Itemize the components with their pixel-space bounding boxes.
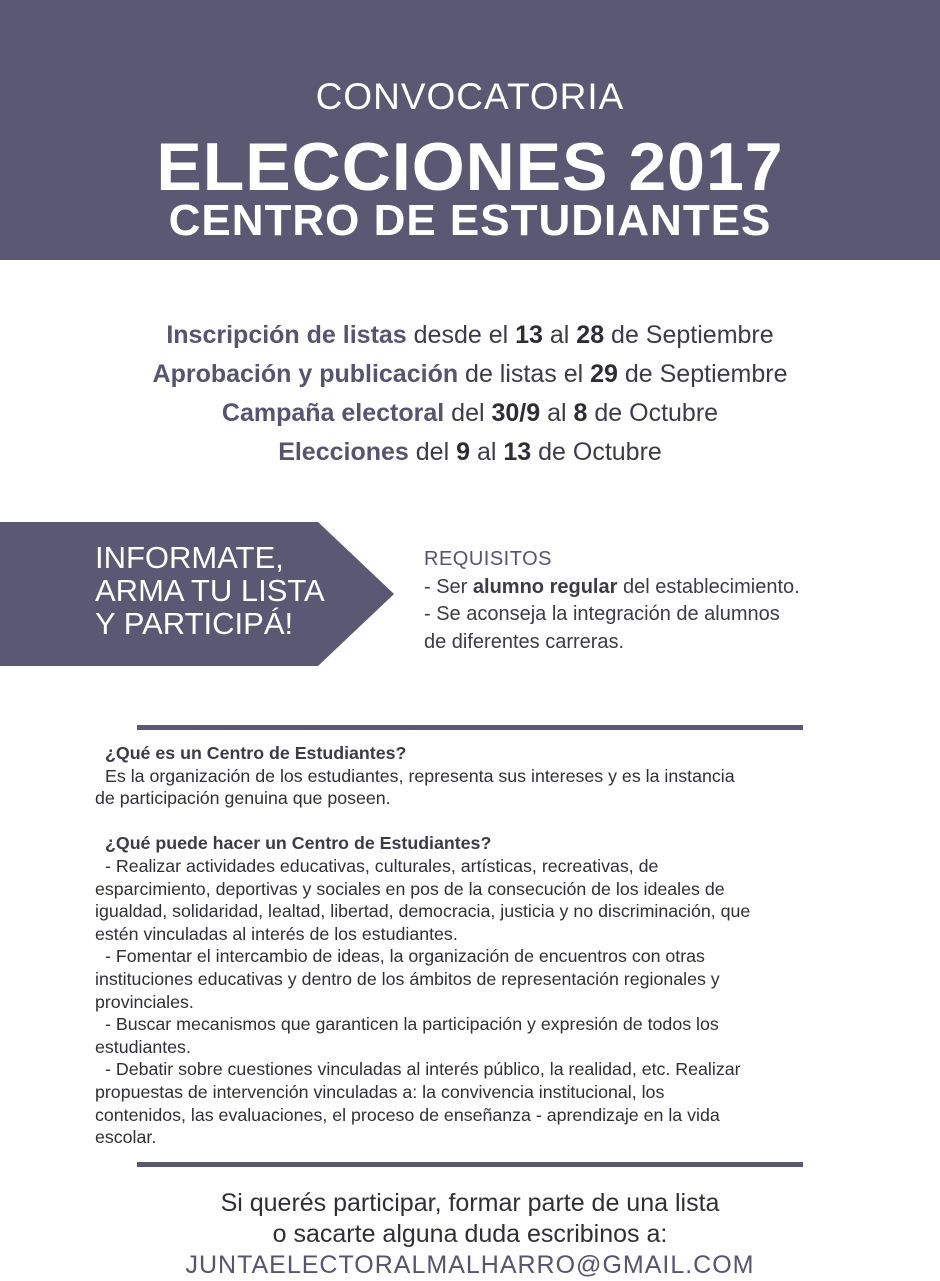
callout-line: ARMA TU LISTA bbox=[95, 573, 325, 608]
subtitle: CENTRO DE ESTUDIANTES bbox=[168, 196, 772, 245]
requirement-text: del establecimiento. bbox=[617, 575, 800, 598]
schedule-text: de Septiembre bbox=[617, 360, 788, 388]
schedule-line-inscripcion bbox=[0, 316, 940, 355]
answer-line: igualdad, solidaridad, lealtad, libertad, democracia, justicia y no discriminación, que bbox=[95, 901, 751, 922]
spacer bbox=[95, 810, 850, 833]
requirement-text: - Ser bbox=[424, 575, 473, 598]
answer-line: escolar. bbox=[95, 1127, 157, 1148]
contact-email[interactable]: JUNTAELECTORALMALHARRO@GMAIL.COM bbox=[185, 1251, 755, 1279]
answer-line: estudiantes. bbox=[95, 1036, 191, 1057]
schedule-date: 8 bbox=[573, 399, 588, 427]
schedule-line-elecciones bbox=[0, 433, 940, 472]
answer-line: contenidos, las evaluaciones, el proceso de enseñanza - aprendizaje en la vida bbox=[95, 1104, 720, 1125]
answer-line: - Fomentar el intercambio de ideas, la organización de encuentros con otras bbox=[105, 946, 705, 967]
main-title: ELECCIONES 2017 bbox=[156, 129, 784, 205]
answer-line: estén vinculadas al interés de los estudiantes. bbox=[95, 923, 458, 944]
question-heading: ¿Qué puede hacer un Centro de Estudiantes? bbox=[105, 833, 492, 854]
schedule-item-label: Aprobación y publicación bbox=[152, 360, 459, 388]
callout-line: INFORMATE, bbox=[95, 540, 284, 575]
requirement-highlight: alumno regular bbox=[472, 575, 618, 598]
schedule-text: al bbox=[470, 438, 504, 466]
schedule-date: 13 bbox=[515, 321, 543, 349]
answer-line: de participación genuina que poseen. bbox=[95, 788, 391, 809]
schedule-text: de Octubre bbox=[531, 438, 662, 466]
schedule-text: de Octubre bbox=[587, 399, 719, 427]
footer bbox=[0, 1188, 940, 1281]
convocatoria-label: CONVOCATORIA bbox=[315, 76, 625, 117]
answer-line: - Debatir sobre cuestiones vinculadas al interés público, la realidad, etc. Realizar bbox=[105, 1059, 741, 1080]
divider-bottom bbox=[137, 1162, 803, 1167]
answer-line: instituciones educativas y dentro de los ámbitos de representación regionales y bbox=[95, 968, 720, 989]
answer-line: esparcimiento, deportivas y sociales en pos de la consecución de los ideales de bbox=[95, 878, 725, 899]
schedule-text: al bbox=[542, 321, 577, 349]
requirements-title: REQUISITOS bbox=[424, 548, 552, 570]
schedule-date: 28 bbox=[576, 321, 605, 349]
footer-line: Si querés participar, formar parte de una lista bbox=[220, 1189, 720, 1217]
requirement-item: - Se aconseja la integración de alumnos bbox=[424, 603, 780, 625]
answer-line: - Buscar mecanismos que garanticen la participación y expresión de todos los bbox=[105, 1014, 719, 1035]
schedule-text: del bbox=[444, 399, 492, 427]
callout-line: Y PARTICIPÁ! bbox=[95, 606, 294, 641]
schedule-line-aprobacion bbox=[0, 355, 940, 394]
answer-line: propuestas de intervención vinculadas a: la convivencia institucional, los bbox=[95, 1081, 665, 1102]
schedule-text: de Septiembre bbox=[604, 321, 774, 349]
schedule-date: 30/9 bbox=[491, 399, 541, 427]
callout-text bbox=[95, 541, 365, 640]
schedule-item-label: Inscripción de listas bbox=[166, 321, 407, 349]
answer-line: Es la organización de los estudiantes, representa sus intereses y es la instancia bbox=[105, 765, 735, 786]
requirement-item bbox=[424, 574, 924, 602]
schedule-line-campana bbox=[0, 394, 940, 433]
schedule-text: desde el bbox=[406, 321, 516, 349]
answer-line: - Realizar actividades educativas, culturales, artísticas, recreativas, de bbox=[105, 855, 659, 876]
schedule-text: al bbox=[540, 399, 574, 427]
info-section bbox=[95, 742, 850, 1149]
question-heading: ¿Qué es un Centro de Estudiantes? bbox=[105, 743, 407, 763]
schedule-text: de listas el bbox=[458, 360, 591, 388]
requirements bbox=[424, 546, 924, 656]
answer-line: provinciales. bbox=[95, 991, 194, 1012]
divider-top bbox=[137, 725, 803, 730]
schedule-text: del bbox=[408, 438, 457, 466]
header-banner bbox=[0, 0, 940, 260]
schedule-date: 13 bbox=[503, 438, 532, 466]
schedule bbox=[0, 316, 940, 472]
schedule-item-label: Elecciones bbox=[278, 438, 409, 466]
footer-line: o sacarte alguna duda escribinos a: bbox=[272, 1220, 668, 1248]
requirement-item-continued: de diferentes carreras. bbox=[424, 630, 625, 653]
schedule-item-label: Campaña electoral bbox=[221, 399, 445, 427]
schedule-date: 29 bbox=[590, 360, 618, 388]
schedule-date: 9 bbox=[456, 438, 470, 466]
